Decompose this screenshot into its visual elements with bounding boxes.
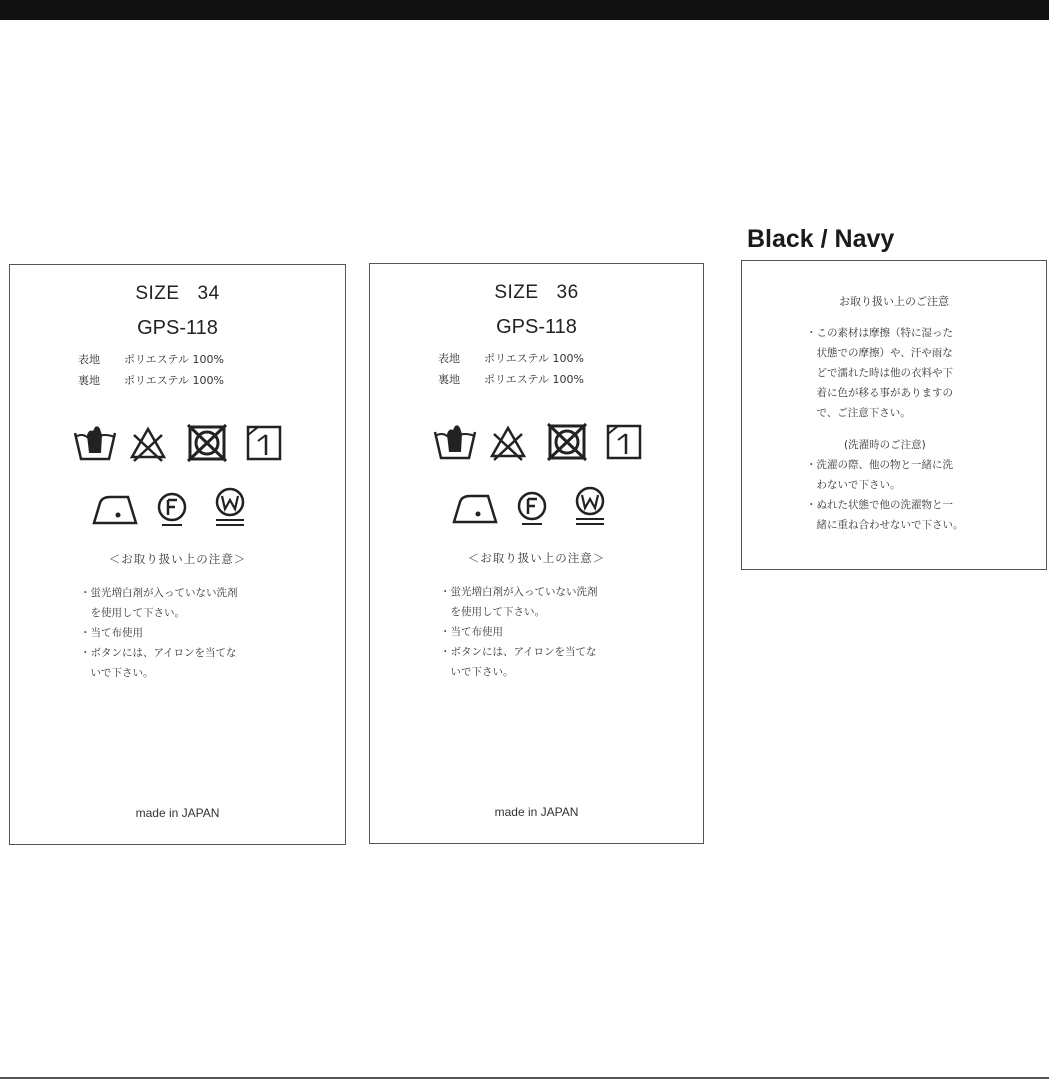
fabric-part: 裏地 xyxy=(438,373,460,386)
size-label: SIZE xyxy=(494,282,539,303)
notice-line: ・当て布使用 xyxy=(80,627,143,639)
care-line: 着に色が移る事がありますの xyxy=(806,387,953,399)
notice-line: ・蛍光増白剤が入っていない洗剤 xyxy=(440,586,598,598)
no-bleach-icon xyxy=(488,422,528,462)
care-notice-text xyxy=(806,323,964,535)
no-tumble-dry-icon xyxy=(546,422,588,462)
care-label-size-34 xyxy=(9,264,346,845)
made-in: made in JAPAN xyxy=(494,805,579,819)
care-line: ・ぬれた状態で他の洗濯物と一 xyxy=(806,499,953,511)
care-subtitle: (洗濯時のご注意) xyxy=(844,439,926,451)
wet-clean-w-icon xyxy=(572,486,608,528)
care-symbols-row-1 xyxy=(432,422,652,464)
care-symbols-row-2 xyxy=(450,486,620,530)
made-in: made in JAPAN xyxy=(135,806,220,820)
care-symbols-row-1 xyxy=(72,423,292,465)
care-line: どで濡れた時は他の衣料や下 xyxy=(806,367,953,379)
fabric-row-lining xyxy=(438,369,584,390)
fabric-row-outer xyxy=(78,349,224,370)
notice-line: を使用して下さい。 xyxy=(440,606,545,618)
care-line: ・この素材は摩擦（特に湿った xyxy=(806,327,953,339)
size-value: 36 xyxy=(556,282,579,303)
hand-wash-icon xyxy=(72,423,118,463)
hand-wash-icon xyxy=(432,422,478,462)
fabric-material: ポリエステル 100% xyxy=(484,373,584,386)
fabric-row-lining xyxy=(78,370,224,391)
notice-line: ・当て布使用 xyxy=(440,626,503,638)
care-notice-title: お取り扱い上のご注意 xyxy=(839,295,949,308)
notice-line: ・蛍光増白剤が入っていない洗剤 xyxy=(80,587,238,599)
line-dry-shade-icon xyxy=(244,423,284,463)
care-line: 状態での摩擦）や、汗や雨な xyxy=(806,347,953,359)
top-bar xyxy=(0,0,1049,20)
fabric-material: ポリエステル 100% xyxy=(484,352,584,365)
bottom-divider xyxy=(0,1077,1049,1079)
size-label: SIZE xyxy=(135,283,180,304)
care-symbols-row-2 xyxy=(90,487,260,531)
notice-title: ＜お取り扱い上の注意＞ xyxy=(467,551,606,565)
line-dry-shade-icon xyxy=(604,422,644,462)
fabric-part: 表地 xyxy=(78,353,100,366)
notice-line: いで下さい。 xyxy=(80,667,154,679)
care-line: 緒に重ね合わせないで下さい。 xyxy=(806,519,964,531)
size-value: 34 xyxy=(197,283,220,304)
no-tumble-dry-icon xyxy=(186,423,228,463)
care-line: わないで下さい。 xyxy=(806,479,901,491)
wet-clean-w-icon xyxy=(212,487,248,529)
no-bleach-icon xyxy=(128,423,168,463)
notice-line: いで下さい。 xyxy=(440,666,514,678)
fabric-composition xyxy=(438,348,584,390)
fabric-part: 表地 xyxy=(438,352,460,365)
care-line: ・洗濯の際、他の物と一緒に洗 xyxy=(806,459,953,471)
dry-clean-f-icon xyxy=(514,490,550,526)
notice-title: ＜お取り扱い上の注意＞ xyxy=(108,552,247,566)
model-number: GPS-118 xyxy=(137,317,218,339)
iron-low-icon xyxy=(90,487,140,527)
fabric-composition xyxy=(78,349,224,391)
notice-list xyxy=(80,583,238,683)
size-line xyxy=(10,283,345,305)
notice-line: を使用して下さい。 xyxy=(80,607,185,619)
fabric-part: 裏地 xyxy=(78,374,100,387)
size-line xyxy=(370,282,703,304)
care-label-size-36 xyxy=(369,263,704,844)
notice-line: ・ボタンには、アイロンを当てな xyxy=(80,647,237,659)
care-line: で、ご注意下さい。 xyxy=(806,407,911,419)
care-notice-card xyxy=(741,260,1047,570)
color-heading: Black / Navy xyxy=(747,225,895,253)
iron-low-icon xyxy=(450,486,500,526)
fabric-material: ポリエステル 100% xyxy=(124,353,224,366)
notice-list xyxy=(440,582,598,682)
fabric-row-outer xyxy=(438,348,584,369)
dry-clean-f-icon xyxy=(154,491,190,527)
model-number: GPS-118 xyxy=(496,316,577,338)
notice-line: ・ボタンには、アイロンを当てな xyxy=(440,646,597,658)
fabric-material: ポリエステル 100% xyxy=(124,374,224,387)
